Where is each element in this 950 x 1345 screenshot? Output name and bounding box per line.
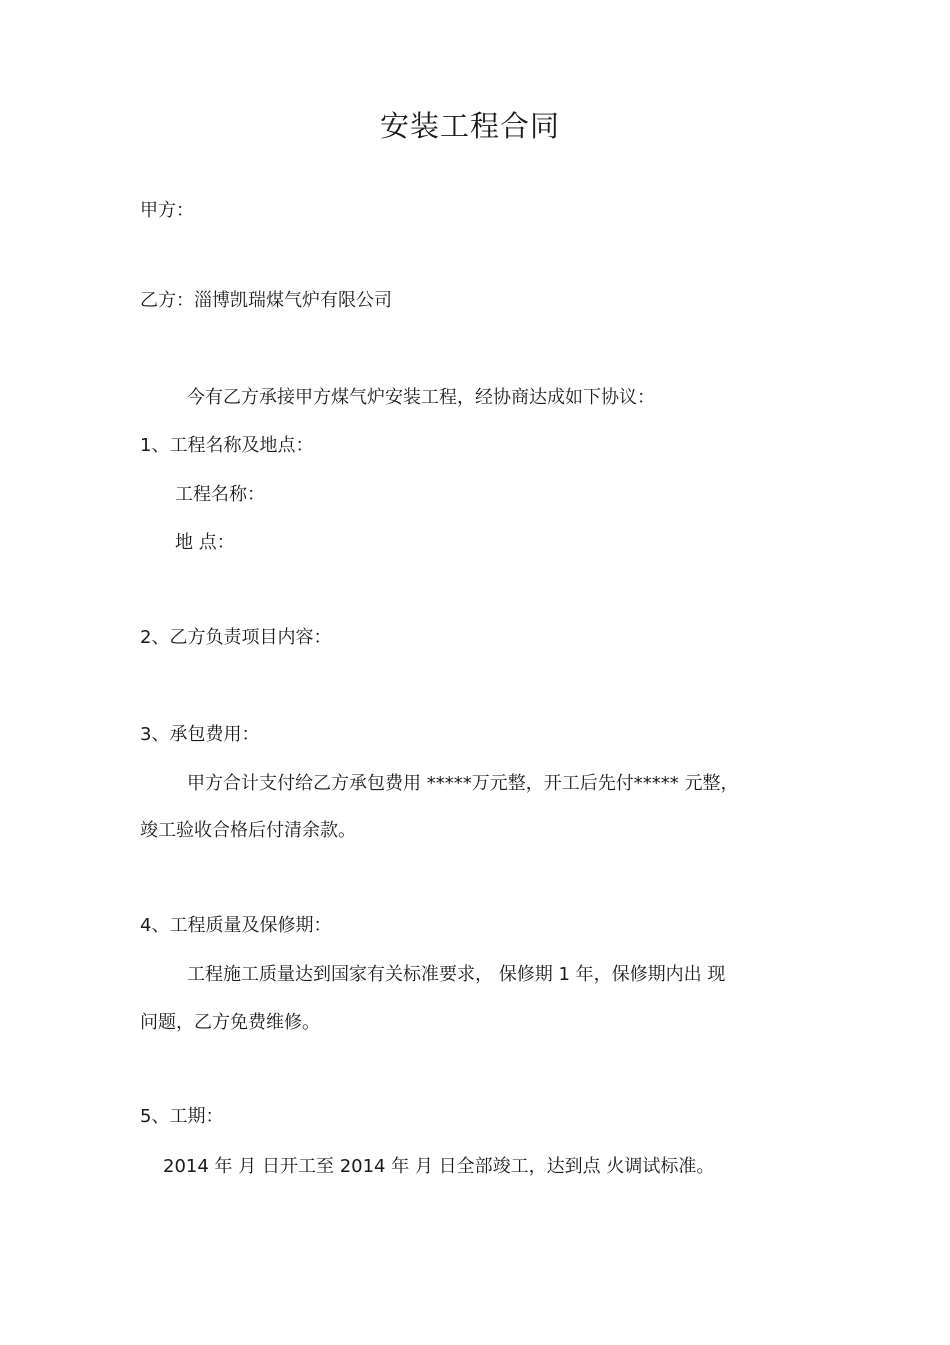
section-3-paragraph-line-1: 甲方合计支付给乙方承包费用 *****万元整，开工后先付***** 元整， — [187, 773, 739, 794]
section-4-paragraph-line-2: 问题，乙方免费维修。 — [140, 1012, 320, 1033]
intro-paragraph: 今有乙方承接甲方煤气炉安装工程，经协商达成如下协议： — [187, 387, 655, 408]
party-a-label: 甲方： — [140, 200, 194, 221]
party-b-label: 乙方：淄博凯瑞煤气炉有限公司 — [140, 290, 392, 311]
section-3-paragraph-line-2: 竣工验收合格后付清余款。 — [140, 820, 356, 841]
project-location-label: 地 点： — [175, 532, 235, 553]
section-2-heading: 2、乙方负责项目内容： — [140, 627, 332, 648]
section-4-heading: 4、工程质量及保修期： — [140, 915, 332, 936]
section-5-heading: 5、工期： — [140, 1106, 224, 1127]
project-name-label: 工程名称： — [175, 484, 265, 505]
section-3-heading: 3、承包费用： — [140, 724, 260, 745]
section-4-paragraph-line-1: 工程施工质量达到国家有关标准要求， 保修期 1 年，保修期内出 现 — [187, 964, 726, 985]
document-title: 安装工程合同 — [379, 109, 560, 143]
section-5-paragraph-line-1: 2014 年 月 日开工至 2014 年 月 日全部竣工，达到点 火调试标准。 — [163, 1156, 715, 1177]
section-1-heading: 1、工程名称及地点： — [140, 435, 314, 456]
